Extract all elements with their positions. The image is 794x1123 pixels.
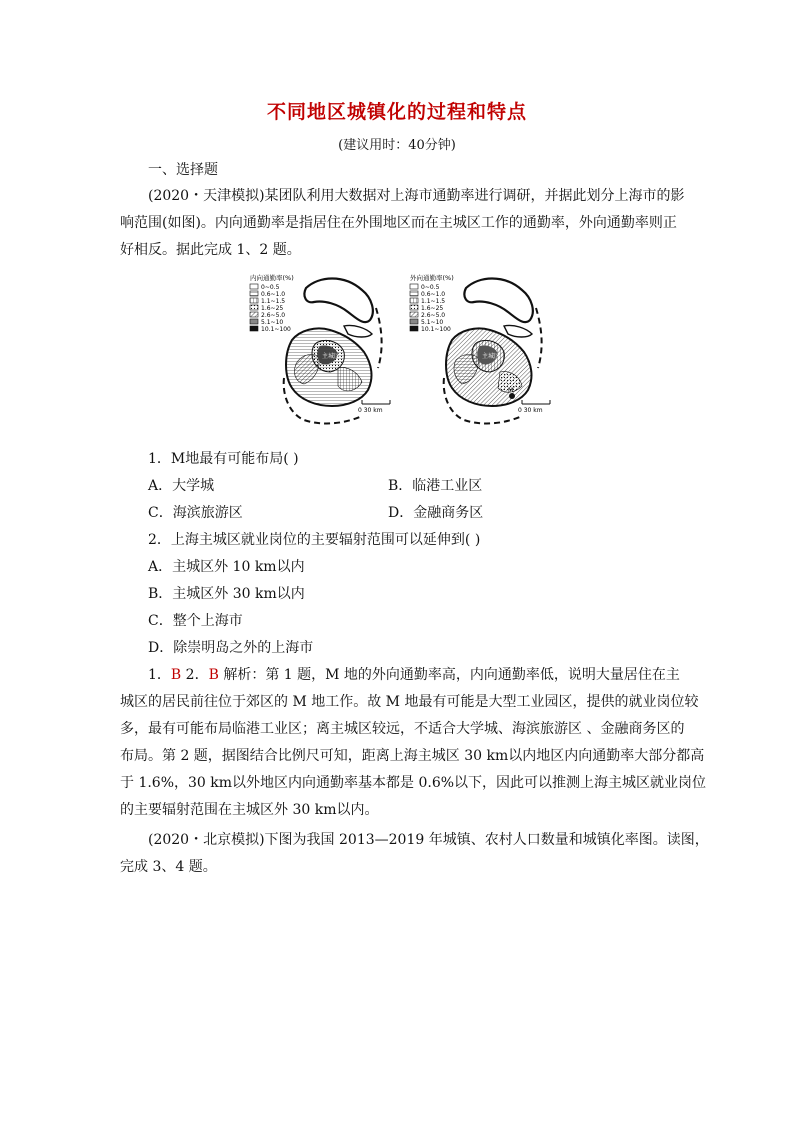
answer-1: B [170, 667, 182, 683]
explanation-text: 解析：第 1 题，M 地的外向通勤率高，内向通勤率低，说明大量居住在主 [218, 667, 680, 683]
inward-commute-map [250, 273, 390, 423]
legend-item: 5.1~10 [261, 319, 284, 326]
legend-item: 0.6~1.0 [261, 291, 286, 298]
legend-item: 1.1~1.5 [261, 298, 286, 305]
page-title: 不同地区城镇化的过程和特点 [266, 101, 527, 123]
question-2-option-d: D．除崇明岛之外的上海市 [148, 640, 314, 656]
question-1-option-a: A．大学城 [148, 478, 215, 494]
question-1-option-d: D．金融商务区 [388, 505, 484, 521]
explanation-line: 于 1.6%，30 km以外地区内向通勤率基本都是 0.6%以下，因此可以推测上海主城区就业岗位 [120, 775, 707, 791]
legend-item: 2.6~5.0 [261, 312, 286, 319]
legend-item: 1.6~25 [421, 305, 444, 312]
question-2-option-c: C．整个上海市 [148, 613, 243, 629]
legend [250, 284, 291, 333]
intro-line: (2020・天津模拟)某团队利用大数据对上海市通勤率进行调研，并据此划分上海市的影 [148, 188, 685, 204]
suggested-time: (建议用时：40分钟) [338, 138, 456, 153]
question-1-option-b: B．临港工业区 [388, 478, 483, 494]
question-1-stem: 1．M地最有可能布局( ) [148, 451, 299, 467]
central-city-label: 主城区 [482, 353, 501, 360]
island-outline [304, 279, 372, 323]
legend-item: 10.1~100 [261, 326, 291, 333]
scale-label: 0 30 km [358, 407, 383, 414]
central-city-label: 主城区 [322, 353, 341, 360]
explanation-line: 布局。第 2 题，据图结合比例尺可知，距离上海主城区 30 km以内地区内向通勤率大部分都高 [120, 748, 705, 764]
explanation-line: 多，最有可能布局临港工业区；离主城区较远，不适合大学城、海滨旅游区 、金融商务区的 [120, 721, 685, 737]
question-2-stem: 2．上海主城区就业岗位的主要辐射范围可以延伸到( ) [148, 532, 481, 548]
question-2-option-a: A．主城区外 10 km以内 [148, 559, 305, 575]
next-intro-line: 完成 3、4 题。 [120, 859, 217, 875]
section-heading: 一、选择题 [148, 162, 218, 178]
legend-item: 0~0.5 [421, 284, 440, 291]
intro-line: 好相反。据此完成 1、2 题。 [120, 242, 301, 258]
legend-item: 5.1~10 [421, 319, 444, 326]
commute-rate-maps-figure [244, 268, 554, 433]
question-1-option-c: C．海滨旅游区 [148, 505, 243, 521]
intro-line: 响范围(如图)。内向通勤率是指居住在外围地区而在主城区工作的通勤率，外向通勤率则正 [120, 215, 677, 231]
legend-item: 1.1~1.5 [421, 298, 446, 305]
legend-title: 内向通勤率(%) [250, 274, 294, 282]
legend-item: 2.6~5.0 [421, 312, 446, 319]
question-2-option-b: B．主城区外 30 km以内 [148, 586, 305, 602]
legend-item: 1.6~25 [261, 305, 284, 312]
legend-item: 0~0.5 [261, 284, 280, 291]
answer-prefix-2: 2． [181, 667, 209, 683]
scale-bar [358, 400, 390, 414]
legend-item: 0.6~1.0 [421, 291, 446, 298]
next-intro-line: (2020・北京模拟)下图为我国 2013—2019 年城镇、农村人口数量和城镇化率图。读图， [148, 832, 709, 848]
outward-commute-map [410, 273, 550, 423]
explanation-line: 城区的居民前往位于郊区的 M 地工作。故 M 地最有可能是大型工业园区，提供的就业岗位较 [120, 694, 699, 710]
explanation-line: 的主要辐射范围在主城区外 30 km以内。 [120, 802, 379, 818]
legend [410, 284, 451, 333]
legend-item: 10.1~100 [421, 326, 451, 333]
scale-label: 0 30 km [518, 407, 543, 414]
answer-prefix-1: 1． [148, 667, 171, 683]
legend-title: 外向通勤率(%) [410, 274, 454, 282]
m-label: M [508, 387, 514, 394]
scale-bar [518, 400, 550, 414]
island-outline [464, 279, 532, 323]
answer-first-line [148, 665, 680, 685]
answer-2: B [208, 667, 219, 683]
